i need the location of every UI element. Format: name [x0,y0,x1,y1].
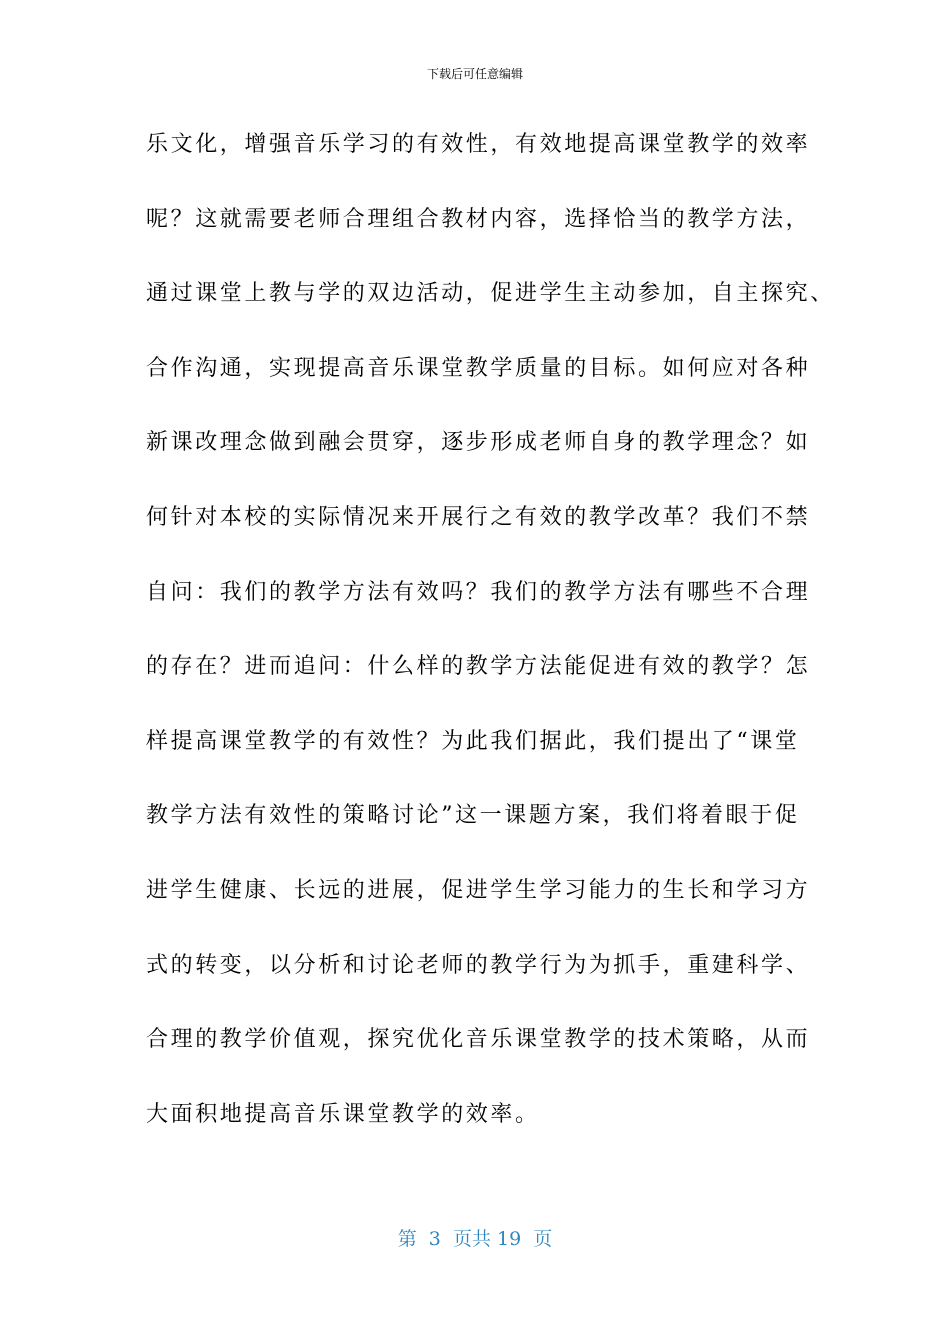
text-line-3: 通过课堂上教与学的双边活动，促进学生主动参加，自主探究、 [146,281,835,307]
text-line-7: 自问：我们的教学方法有效吗？我们的教学方法有哪些不合理 [146,579,811,605]
text-line-9: 样提高课堂教学的有效性？为此我们据此，我们提出了“课堂 [146,728,800,754]
text-line-5: 新课改理念做到融会贯穿，逐步形成老师自身的教学理念？如 [146,430,811,456]
text-line-4: 合作沟通，实现提高音乐课堂教学质量的目标。如何应对各种 [146,355,811,381]
document-body [146,114,835,1158]
text-line-6: 何针对本校的实际情况来开展行之有效的教学改革？我们不禁 [146,504,811,530]
text-line-11: 进学生健康、长远的进展，促进学生学习能力的生长和学习方 [146,877,811,903]
text-line-12: 式的转变，以分析和讨论老师的教学行为为抓手，重建科学、 [146,952,811,978]
text-line-1: 乐文化，增强音乐学习的有效性，有效地提高课堂教学的效率 [146,132,811,157]
text-line-14: 大面积地提高音乐课堂教学的效率。 [146,1101,540,1127]
page-number-footer: 第 3 页共 19 页 [397,1228,553,1250]
text-line-10: 教学方法有效性的策略讨论”这一课题方案，我们将着眼于促 [146,803,800,829]
text-line-8: 的存在？进而追问：什么样的教学方法能促进有效的教学？怎 [146,654,811,680]
text-line-13: 合理的教学价值观，探究优化音乐课堂教学的技术策略，从而 [146,1027,811,1053]
text-line-2: 呢？这就需要老师合理组合教材内容，选择恰当的教学方法， [146,206,811,232]
header-note: 下载后可任意编辑 [426,67,523,81]
